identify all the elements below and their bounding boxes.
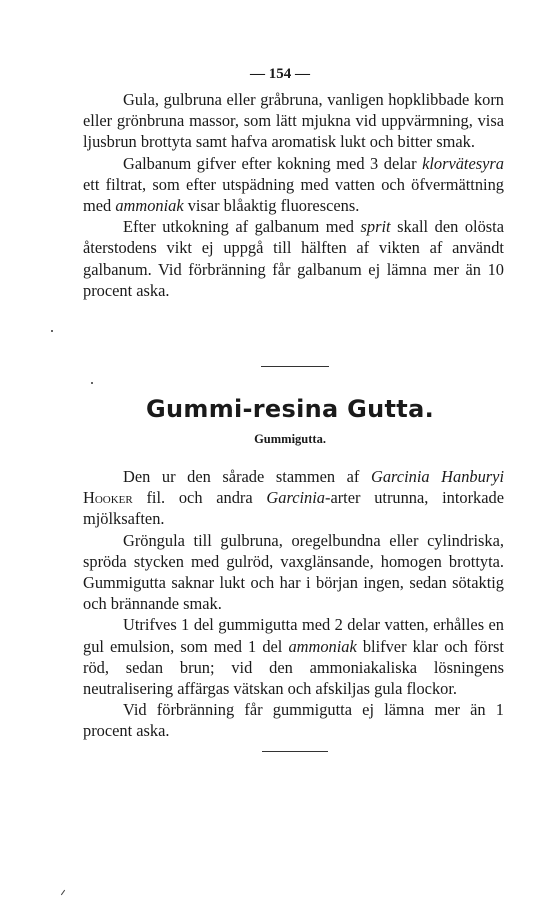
text-run: Utrifves 1 del gummigutta med 2 delar vatten, erhålles en gul emulsion, som med 1 del: [83, 615, 504, 656]
ink-speck: [51, 330, 53, 332]
gummigutta-description: [83, 466, 504, 742]
reagent-name: ammoniak: [115, 196, 184, 216]
text-run: Galbanum gifver efter kokning med 3 delar: [123, 153, 423, 173]
text-run: visar blåaktig fluorescens.: [183, 196, 360, 216]
text-run: Efter utkokning af galbanum med: [123, 217, 361, 237]
paragraph-appearance: Gröngula till gulbruna, oregelbundna eller cylindriska, spröda stycken med gulröd, vaxglänsande, homogen brottyta. Gummigutta saknar lukt och har i början ingen, sedan sötaktig och brännande smak.: [83, 530, 504, 614]
text-run: ett filtrat, som efter utspädning med vatten och öfvermättning med: [83, 174, 504, 216]
end-rule: [262, 751, 328, 752]
paragraph-ash-test: Vid förbränning får gummigutta ej lämna mer än 1 procent aska.: [83, 700, 504, 741]
text-run: fil. och andra: [132, 488, 267, 508]
text-run: -arter utrunna, intorkade mjölksaften.: [83, 488, 504, 529]
paragraph-fluorescence-test: [83, 153, 504, 217]
pencil-mark: [61, 890, 65, 895]
text-run: Den ur den sårade stammen af: [123, 467, 371, 486]
page-number: — 154 —: [250, 66, 310, 82]
galbanum-description: [83, 89, 504, 301]
paragraph-origin: [83, 466, 504, 530]
section-subheading: Gummigutta.: [254, 432, 326, 446]
paragraph-appearance: Gula, gulbruna eller gråbruna, vanligen hopklibbade korn eller grönbruna massor, som lätt mjukna vid uppvärmning, visa ljusbrun brottyta samt hafva aromatisk lukt och bitter smak.: [83, 90, 504, 152]
section-heading: Gummi-resina Gutta.: [146, 395, 434, 423]
author-name: Hooker: [83, 488, 133, 508]
paragraph-emulsion-test: [83, 614, 504, 699]
section-divider: [261, 366, 329, 367]
reagent-name: ammoniak: [288, 636, 357, 656]
reagent-name: klorvätesyra: [422, 153, 504, 173]
text-run: blifver klar och först röd, sedan brun; vid den ammoniakaliska lösningens neutralisering affärgas vätskan och afskiljas gula flockor.: [83, 636, 504, 699]
reagent-name: sprit: [360, 217, 391, 237]
genus-name: Garcinia: [266, 488, 325, 508]
ink-speck: [91, 382, 93, 384]
species-name: Garcinia Hanburyi: [371, 467, 505, 486]
text-run: skall den olösta återstodens vikt ej uppgå till hälften af vikten af användt galbanum. Vid förbränning får galbanum ej lämna mer än 10 procent aska.: [83, 217, 504, 300]
paragraph-ash-test: [83, 216, 504, 301]
